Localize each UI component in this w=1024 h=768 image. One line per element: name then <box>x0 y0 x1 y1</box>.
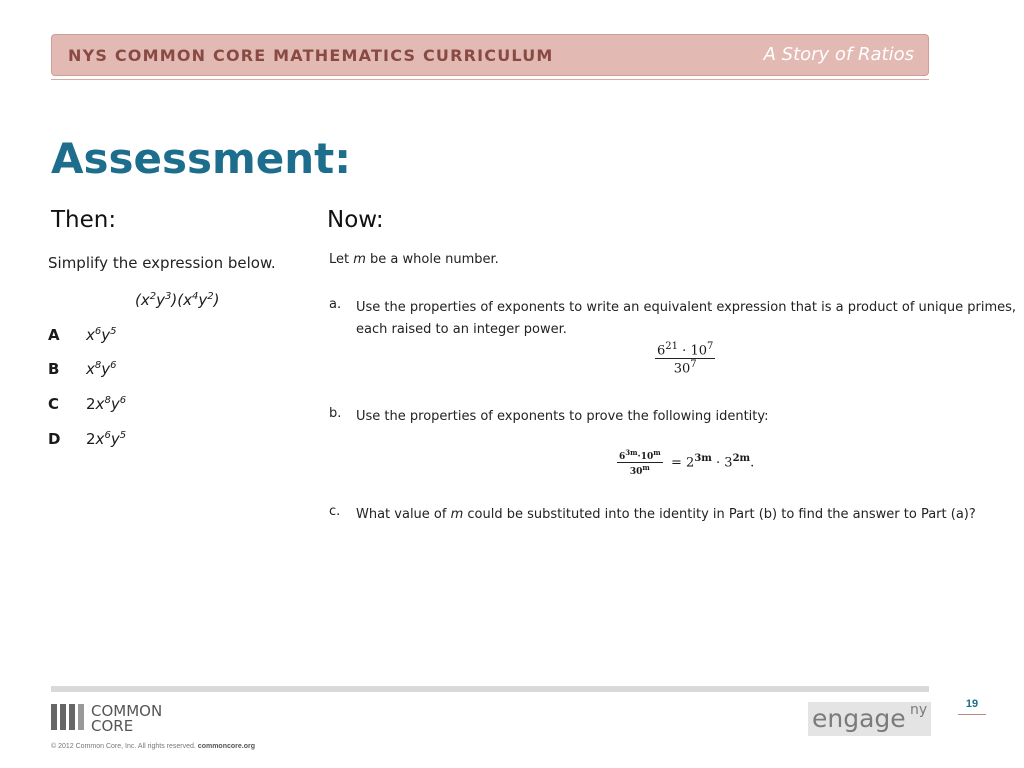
part-b-identity-rhs: = $2^{3m} \cdot 3^{2m}$. <box>671 453 755 471</box>
then-expression: $(x^2y^3)(x^4y^2)$ <box>135 291 220 309</box>
part-c-text: What value of m could be substituted into the identity in Part (b) to find the answer to Part (a)? <box>356 507 976 522</box>
story-title: A Story of Ratios <box>763 44 914 65</box>
copyright: © 2012 Common Core, Inc. All rights reserved. commoncore.org <box>51 743 255 750</box>
option-c: C $2x^8y^6$ <box>48 395 127 413</box>
part-c-label: c. <box>329 504 341 519</box>
header-banner <box>51 34 929 76</box>
part-b-fraction: $\frac{6^{3m}\cdot 10^m}{30^m}$ <box>619 448 661 477</box>
now-intro: Let m be a whole number. <box>329 252 499 267</box>
common-core-bars-icon <box>51 704 87 735</box>
page-title: Assessment: <box>51 134 352 183</box>
footer-bar <box>51 686 929 692</box>
option-letter: B <box>48 360 60 378</box>
common-core-wordmark: COMMON CORE <box>91 702 163 735</box>
part-a-fraction: $\frac{6^{21} \cdot 10^7}{30^7}$ <box>657 341 714 377</box>
option-a: A $x^6y^5$ <box>48 326 117 344</box>
header-divider <box>51 79 929 80</box>
site-link[interactable]: commoncore.org <box>197 743 255 750</box>
page-number: 19 <box>958 698 986 715</box>
now-heading: Now: <box>327 207 384 233</box>
then-prompt: Simplify the expression below. <box>48 254 276 272</box>
option-letter: D <box>48 430 61 448</box>
part-a-label: a. <box>329 297 342 312</box>
option-letter: C <box>48 395 60 413</box>
common-core-logo <box>51 702 163 735</box>
part-b-text: Use the properties of exponents to prove the following identity: <box>356 409 769 424</box>
then-heading: Then: <box>51 207 117 233</box>
option-b: B $x^8y^6$ <box>48 360 117 378</box>
engageny-logo: engage ny <box>808 702 931 736</box>
option-d: D $2x^6y^5$ <box>48 430 127 448</box>
option-letter: A <box>48 326 60 344</box>
part-b-label: b. <box>329 406 342 421</box>
part-a-text: Use the properties of exponents to write an equivalent expression that is a product of unique primes, each raised to an integer power. <box>356 300 1017 337</box>
curriculum-title: NYS COMMON CORE MATHEMATICS CURRICULUM <box>68 46 554 65</box>
